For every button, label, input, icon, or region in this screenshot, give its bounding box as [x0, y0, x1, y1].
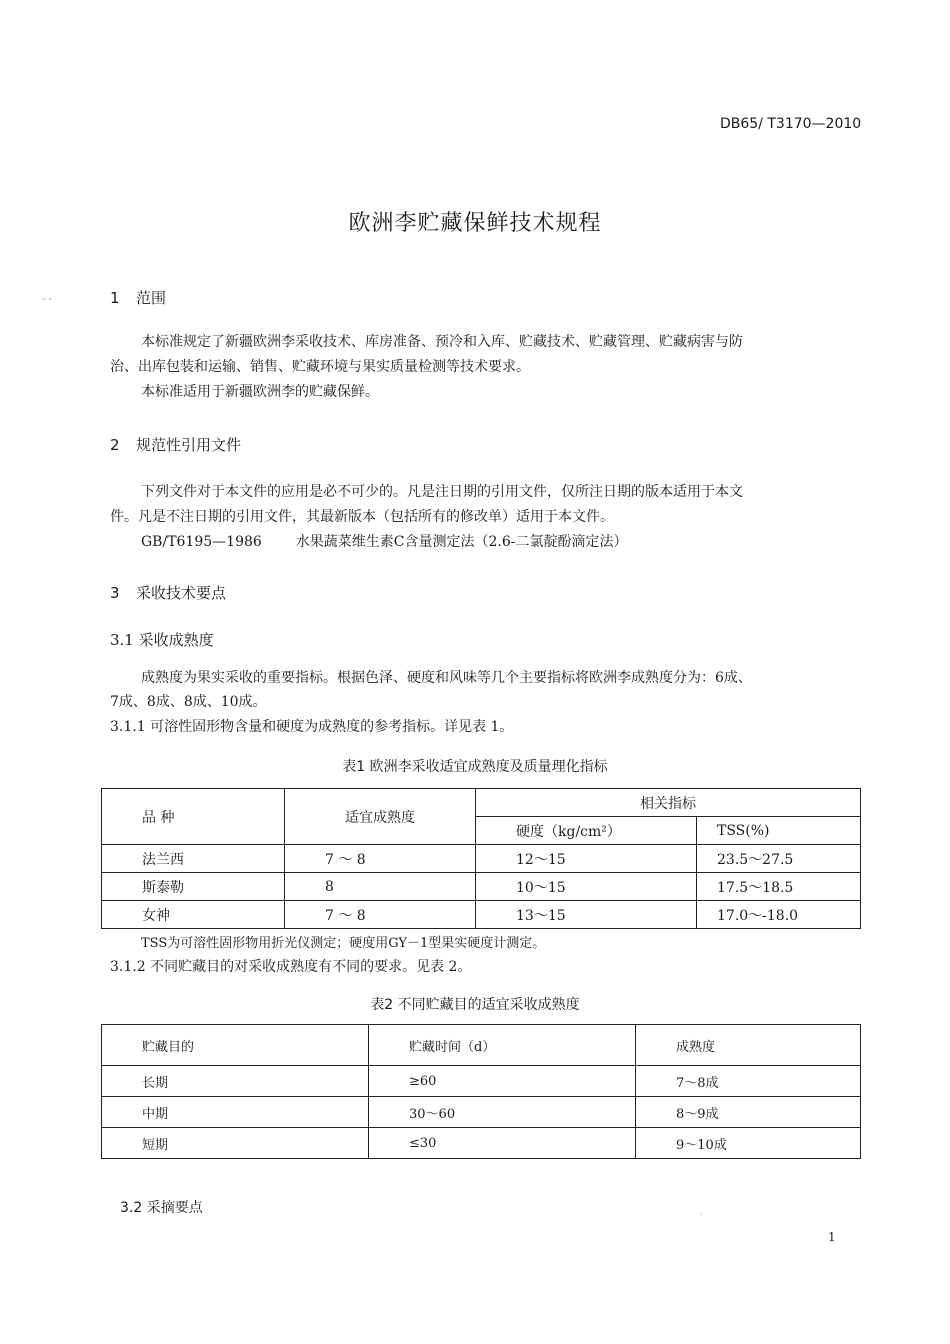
table-1-header-hardness: 硬度（kg/cm²）: [476, 817, 697, 845]
section-3-1-heading: 3.1 采收成熟度: [110, 631, 214, 649]
table-1-cell-variety: 法兰西: [102, 845, 285, 873]
table-row: [102, 901, 861, 929]
table-1-note: TSS为可溶性固形物用折光仪测定；硬度用GY－1型果实硬度计测定。: [141, 936, 546, 951]
table-2-cell-maturity: 7～8成: [636, 1066, 861, 1097]
table-row: [102, 1066, 861, 1097]
table-row: [102, 1097, 861, 1128]
scan-mark: ·: [700, 1210, 703, 1219]
table-row: [102, 1128, 861, 1159]
table-1-cell-hardness: 10～15: [476, 873, 697, 901]
section-3-1-1: 3.1.1 可溶性固形物含量和硬度为成熟度的参考指标。详见表 1。: [110, 719, 514, 735]
table-1-caption: 表1 欧洲李采收适宜成熟度及质量理化指标: [342, 759, 608, 775]
table-1-cell-tss: 17.0～-18.0: [697, 901, 861, 929]
table-2-cell-duration: 30～60: [369, 1097, 636, 1128]
table-2-header-purpose: 贮藏目的: [102, 1025, 369, 1066]
table-2-cell-purpose: 长期: [102, 1066, 369, 1097]
table-1-cell-tss: 17.5～18.5: [697, 873, 861, 901]
table-2-caption: 表2 不同贮藏目的适宜采收成熟度: [370, 997, 580, 1013]
table-1-cell-maturity: 8: [285, 873, 476, 901]
table-2-header-maturity: 成熟度: [636, 1025, 861, 1066]
section-3-title: 采收技术要点: [136, 584, 227, 602]
table-1-cell-maturity: 7 ～ 8: [285, 845, 476, 873]
page-number: 1: [828, 1230, 836, 1244]
reference-title: 水果蔬菜维生素C含量测定法（2.6-二氯靛酚滴定法）: [295, 534, 628, 550]
section-3-1-2: 3.1.2 不同贮藏目的对采收成熟度有不同的要求。见表 2。: [110, 959, 472, 975]
table-1-cell-hardness: 12～15: [476, 845, 697, 873]
table-1: [101, 788, 861, 929]
section-3-1-para-line-2: 7成、8成、8成、10成。: [110, 694, 267, 710]
table-1-cell-variety: 女神: [102, 901, 285, 929]
table-2-cell-maturity: 9～10成: [636, 1128, 861, 1159]
table-2-cell-duration: ≤30: [369, 1128, 636, 1159]
section-3-2-heading: 3.2 采摘要点: [120, 1200, 203, 1216]
table-1-cell-maturity: 7 ～ 8: [285, 901, 476, 929]
table-row: [102, 845, 861, 873]
section-1-para-2: 本标准适用于新疆欧洲李的贮藏保鲜。: [141, 384, 379, 400]
table-1-header-related: 相关指标: [476, 789, 861, 817]
section-2-title: 规范性引用文件: [136, 436, 242, 454]
document-title: 欧洲李贮藏保鲜技术规程: [348, 211, 602, 236]
table-2: [101, 1024, 861, 1159]
section-1-number: 1: [110, 289, 120, 307]
table-2-cell-purpose: 中期: [102, 1097, 369, 1128]
standard-code: DB65/ T3170—2010: [720, 116, 862, 132]
section-3-number: 3: [110, 584, 120, 602]
table-1-header-maturity: 适宜成熟度: [285, 789, 476, 845]
section-3-heading: [110, 582, 226, 603]
table-2-header-duration: 贮藏时间（d）: [369, 1025, 636, 1066]
section-2-number: 2: [110, 436, 120, 454]
section-1-para-1-line-2: 治、出库包装和运输、销售、贮藏环境与果实质量检测等技术要求。: [110, 359, 530, 375]
table-1-cell-tss: 23.5～27.5: [697, 845, 861, 873]
section-1-heading: [110, 287, 166, 308]
section-1-para-1-line-1: 本标准规定了新疆欧洲李采收技术、库房准备、预冷和入库、贮藏技术、贮藏管理、贮藏病害与防: [141, 334, 743, 350]
table-row: [102, 873, 861, 901]
section-1-title: 范围: [136, 289, 167, 307]
scan-mark: - -: [42, 294, 52, 305]
table-2-cell-maturity: 8～9成: [636, 1097, 861, 1128]
section-3-1-para-line-1: 成熟度为果实采收的重要指标。根据色泽、硬度和风味等几个主要指标将欧洲李成熟度分为：6成、: [141, 670, 752, 686]
normative-reference: [141, 530, 628, 554]
table-2-cell-duration: ≥60: [369, 1066, 636, 1097]
table-1-header-variety: 品 种: [102, 789, 285, 845]
section-2-heading: [110, 434, 241, 455]
section-2-para-1-line-2: 件。凡是不注日期的引用文件，其最新版本（包括所有的修改单）适用于本文件。: [110, 509, 614, 525]
table-1-header-tss: TSS(%): [697, 817, 861, 845]
table-1-cell-variety: 斯泰勒: [102, 873, 285, 901]
table-2-cell-purpose: 短期: [102, 1128, 369, 1159]
table-1-cell-hardness: 13～15: [476, 901, 697, 929]
section-2-para-1-line-1: 下列文件对于本文件的应用是必不可少的。凡是注日期的引用文件，仅所注日期的版本适用于本文: [141, 484, 743, 500]
reference-code: GB/T6195—1986: [141, 534, 262, 550]
